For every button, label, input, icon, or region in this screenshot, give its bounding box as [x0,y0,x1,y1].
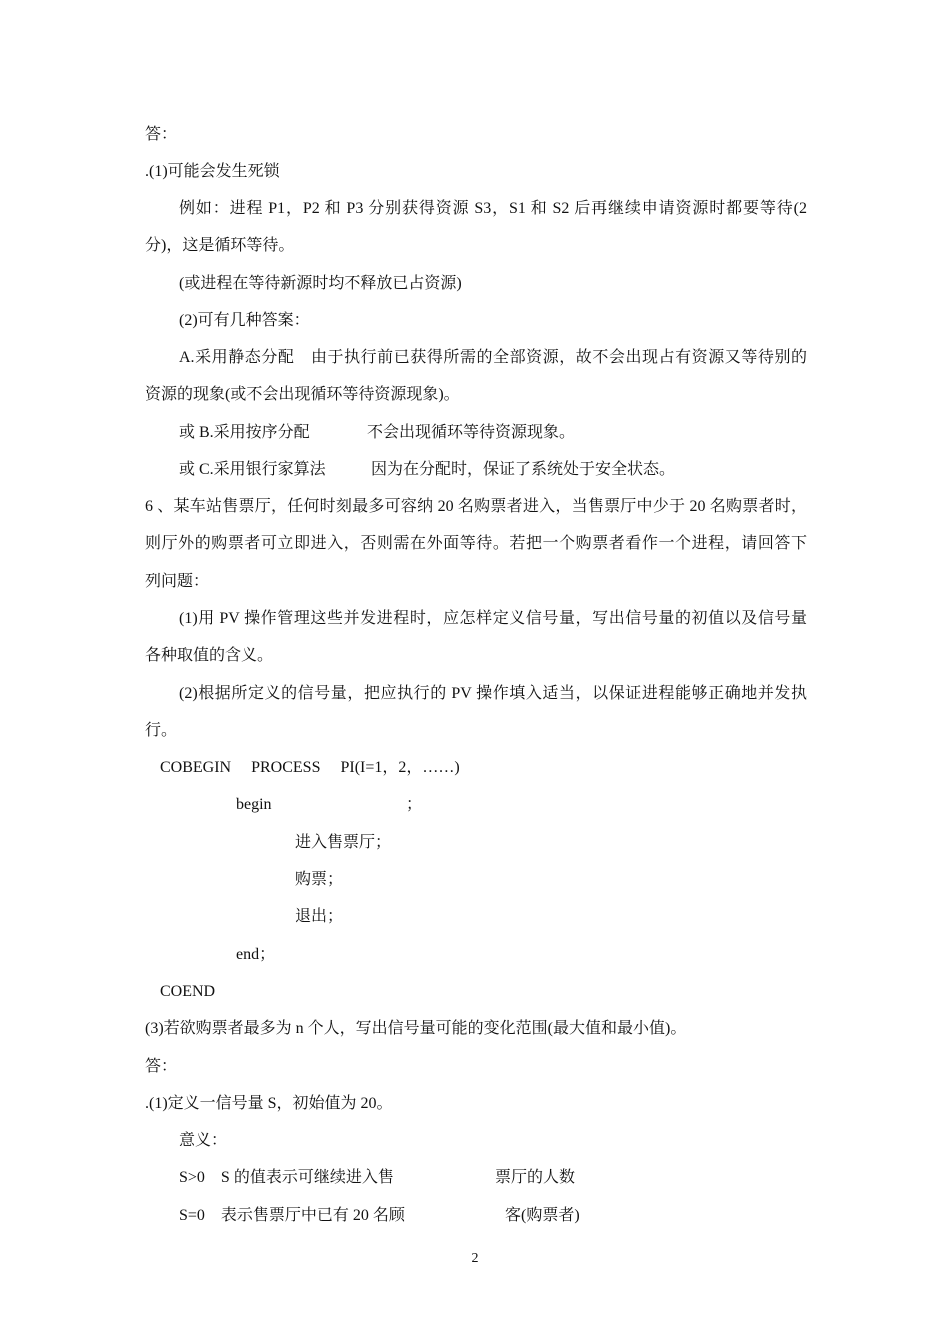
code-line: COEND [160,983,216,1000]
code-line: 退出； [295,908,344,925]
answer-label: 答： [145,126,178,143]
option-b-label: 或 B.采用按序分配 [179,424,310,441]
meaning-line: S>0 S 的值表示可继续进入售 [179,1169,394,1186]
question-6-line: 6 、某车站售票厅，任何时刻最多可容纳 20 名购票者进入，当售票厅中少于 20 名购票者时， [145,498,807,515]
paragraph-line: 各种取值的含义。 [145,647,274,664]
code-line: end； [236,946,276,963]
paragraph-line: 分)，这是循环等待。 [145,237,295,254]
paragraph-line: 意义： [179,1132,228,1149]
option-b-text: 不会出现循环等待资源现象。 [367,424,576,441]
paragraph-line: (3)若欲购票者最多为 n 个人，写出信号量可能的变化范围(最大值和最小值)。 [145,1020,687,1037]
code-line: begin [236,796,272,813]
paragraph-line: (2)根据所定义的信号量，把应执行的 PV 操作填入适当，以保证进程能够正确地并发执 [179,685,807,702]
meaning-line: 票厅的人数 [495,1169,576,1186]
paragraph-line: 行。 [145,722,178,739]
code-line: COBEGIN PROCESS PI(I=1，2，……) [160,759,460,776]
code-line: 购票； [295,871,344,888]
meaning-line: 客(购票者) [505,1207,580,1224]
code-line: 进入售票厅； [295,834,392,851]
option-c-text: 因为在分配时，保证了系统处于安全状态。 [371,461,676,478]
answer-item-1: .(1)可能会发生死锁 [145,163,280,180]
code-line: ； [406,796,423,813]
question-6-line: 则厅外的购票者可立即进入，否则需在外面等待。若把一个购票者看作一个进程，请回答下 [145,535,807,552]
answer-item-1: .(1)定义一信号量 S，初始值为 20。 [145,1095,393,1112]
paragraph-line: (1)用 PV 操作管理这些并发进程时，应怎样定义信号量，写出信号量的初值以及信号量 [179,610,807,627]
meaning-line: S=0 表示售票厅中已有 20 名顾 [179,1207,405,1224]
paragraph-line: 例如：进程 P1，P2 和 P3 分别获得资源 S3，S1 和 S2 后再继续申请资源时都要等待(2 [179,200,807,217]
paragraph-line: 资源的现象(或不会出现循环等待资源现象)。 [145,386,460,403]
page-number: 2 [471,1251,479,1266]
answer-label: 答： [145,1058,178,1075]
option-c-label: 或 C.采用银行家算法 [179,461,326,478]
paragraph-line: (或进程在等待新源时均不释放已占资源) [179,275,462,292]
paragraph-line: A.采用静态分配 由于执行前已获得所需的全部资源，故不会出现占有资源又等待别的 [179,349,807,366]
paragraph-line: (2)可有几种答案： [179,312,310,329]
question-6-line: 列问题： [145,573,210,590]
